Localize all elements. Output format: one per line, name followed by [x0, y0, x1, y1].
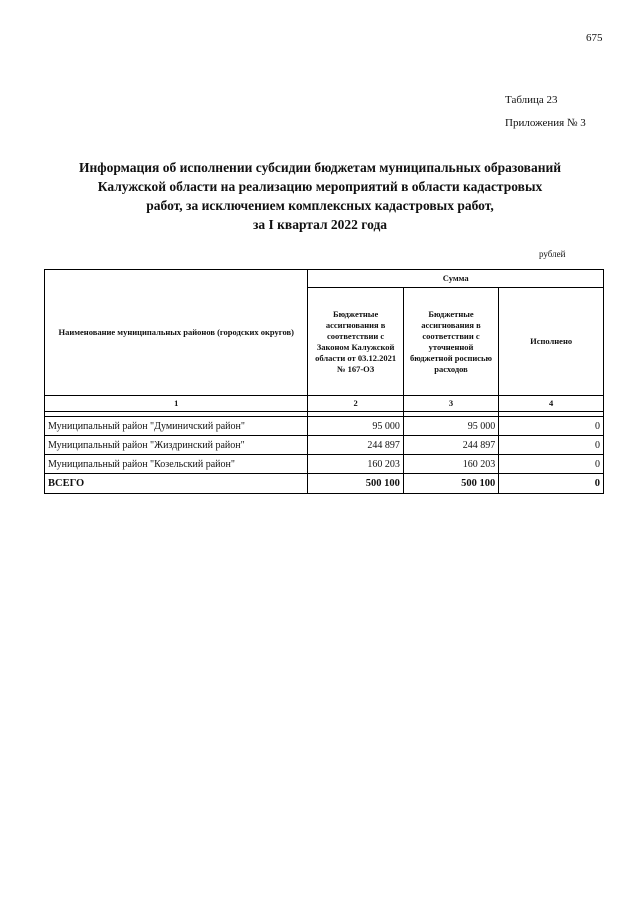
- header-row: [45, 270, 604, 288]
- table-row: [45, 417, 604, 436]
- refined-amount: 160 203: [403, 455, 498, 474]
- table-row: [45, 436, 604, 455]
- title-line: Калужской области на реализацию мероприятий в области кадастровых: [97, 179, 543, 194]
- column-number: 2: [308, 396, 403, 412]
- header-refined-allocations: Бюджетные ассигнования в соответствии с уточненной бюджетной росписью расходов: [403, 288, 498, 396]
- district-name: Муниципальный район "Жиздринский район": [45, 436, 308, 455]
- title-line: за I квартал 2022 года: [252, 217, 388, 232]
- column-number: 3: [403, 396, 498, 412]
- column-number: 1: [45, 396, 308, 412]
- executed-amount: 0: [499, 455, 604, 474]
- column-number: 4: [499, 396, 604, 412]
- header-law-allocations: Бюджетные ассигнования в соответствии с Законом Калужской области от 03.12.2021 № 167-ОЗ: [308, 288, 403, 396]
- page-number: 675: [586, 32, 603, 44]
- column-number-row: [45, 396, 604, 412]
- law-amount: 160 203: [308, 455, 403, 474]
- header-sum: Сумма: [308, 270, 604, 288]
- total-refined-amount: 500 100: [403, 474, 498, 494]
- total-executed-amount: 0: [499, 474, 604, 494]
- title-line: Информация об исполнении субсидии бюджетам муниципальных образований: [78, 160, 562, 175]
- header-executed: Исполнено: [499, 288, 604, 396]
- law-amount: 244 897: [308, 436, 403, 455]
- law-amount: 95 000: [308, 417, 403, 436]
- executed-amount: 0: [499, 417, 604, 436]
- appendix-reference: Приложения № 3: [505, 117, 586, 129]
- district-name: Муниципальный район "Думиничский район": [45, 417, 308, 436]
- subsidy-report-table: [44, 269, 604, 494]
- table-reference: Таблица 23: [505, 94, 558, 106]
- refined-amount: 244 897: [403, 436, 498, 455]
- district-name: Муниципальный район "Козельский район": [45, 455, 308, 474]
- executed-amount: 0: [499, 436, 604, 455]
- header-name: Наименование муниципальных районов (городских округов): [45, 270, 308, 396]
- refined-amount: 95 000: [403, 417, 498, 436]
- title-line: работ, за исключением комплексных кадастровых работ,: [146, 198, 494, 213]
- document-title: [60, 158, 580, 234]
- total-law-amount: 500 100: [308, 474, 403, 494]
- table-row: [45, 455, 604, 474]
- total-label: ВСЕГО: [45, 474, 308, 494]
- units-label: рублей: [539, 249, 566, 259]
- total-row: [45, 474, 604, 494]
